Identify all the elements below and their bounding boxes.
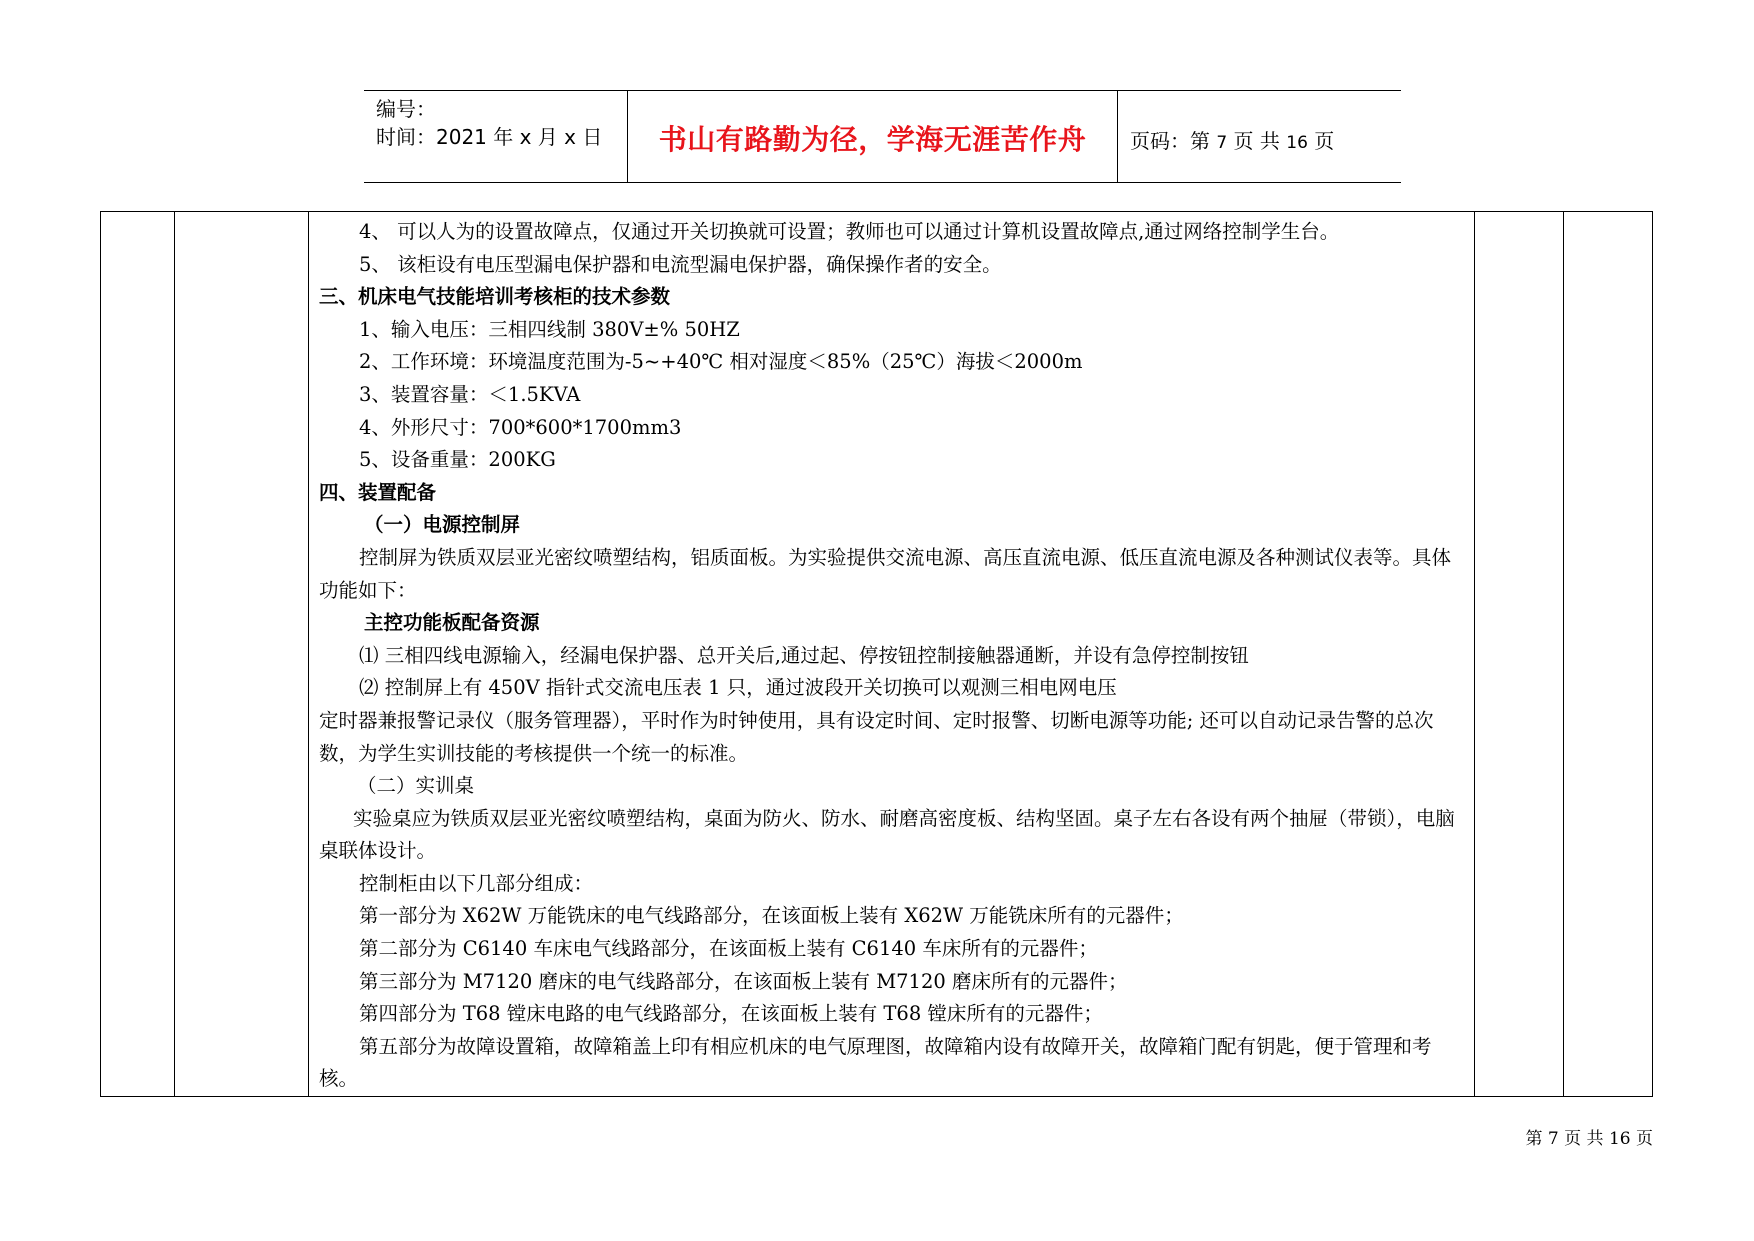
paragraph-line: 4、 可以人为的设置故障点，仅通过开关切换就可设置；教师也可以通过计算机设置故障点,通过网络控制学生台。 (359, 220, 1340, 243)
page-suffix: 页 (1307, 129, 1335, 153)
table-divider (1474, 212, 1475, 1096)
header-motto: 书山有路勤为径，学海无涯苦作舟 (658, 122, 1087, 156)
page-middle: 页 共 (1227, 129, 1287, 153)
paragraph-line: 1、输入电压：三相四线制 380V±% 50HZ (359, 317, 740, 341)
paragraph-line: 3、装置容量：＜1.5KVA (359, 382, 581, 406)
table-divider (1563, 212, 1564, 1096)
page-header (364, 90, 1401, 183)
section-heading: 三、机床电气技能培训考核柜的技术参数 (319, 285, 671, 309)
paragraph-line: 第五部分为故障设置箱，故障箱盖上印有相应机床的电气原理图，故障箱内设有故障开关，故障箱门配有钥匙，便于管理和考核。 (319, 1034, 1432, 1091)
content-cell (309, 212, 1474, 1096)
paragraph-line: 第一部分为 X62W 万能铣床的电气线路部分，在该面板上装有 X62W 万能铣床所有的元器件； (359, 904, 1184, 928)
document-number-label: 编号： (376, 97, 436, 121)
section-heading: 四、装置配备 (319, 480, 437, 504)
header-motto-cell (628, 91, 1118, 182)
paragraph-line: ⑵ 控制屏上有 450V 指针式交流电压表 1 只，通过波段开关切换可以观测三相电网电压 (359, 676, 1117, 700)
paragraph-line: 5、设备重量：200KG (359, 448, 556, 472)
page-footer: 第 7 页 共 16 页 (1525, 1129, 1653, 1149)
page-prefix: 页码：第 (1130, 129, 1217, 153)
paragraph-line: 控制屏为铁质双层亚光密纹喷塑结构，铝质面板。为实验提供交流电源、高压直流电源、低压直流电源及各种测试仪表等。具体功能如下： (319, 545, 1452, 602)
paragraph-line: 控制柜由以下几部分组成： (359, 871, 594, 895)
document-time-label: 时间：2021 年 x 月 x 日 (376, 125, 603, 149)
paragraph-line: 第四部分为 T68 镗床电路的电气线路部分，在该面板上装有 T68 镗床所有的元器件； (359, 1002, 1103, 1026)
header-meta-cell (364, 91, 628, 182)
paragraph-line: 4、外形尺寸：700*600*1700mm3 (359, 415, 682, 439)
header-page-cell (1118, 91, 1401, 182)
subsection-heading: （二）实训桌 (357, 774, 475, 798)
subsection-heading: （一）电源控制屏 (364, 513, 521, 537)
main-table (100, 211, 1653, 1097)
page-current: 7 (1216, 133, 1228, 153)
paragraph-line: 2、工作环境：环境温度范围为-5~+40℃ 相对湿度＜85%（25℃）海拔＜2000m (359, 350, 1083, 374)
paragraph-line: 5、 该柜设有电压型漏电保护器和电流型漏电保护器，确保操作者的安全。 (359, 252, 1002, 276)
paragraph-line: 定时器兼报警记录仪（服务管理器），平时作为时钟使用，具有设定时间、定时报警、切断电源等功能; 还可以自动记录告警的总次数，为学生实训技能的考核提供一个统一的标准。 (319, 708, 1434, 765)
header-page-number (1130, 125, 1334, 154)
paragraph-line: ⑴ 三相四线电源输入，经漏电保护器、总开关后,通过起、停按钮控制接触器通断，并设有急停控制按钮 (359, 643, 1249, 667)
paragraph-line: 第二部分为 C6140 车床电气线路部分，在该面板上装有 C6140 车床所有的元器件； (359, 937, 1098, 961)
paragraph-line: 第三部分为 M7120 磨床的电气线路部分，在该面板上装有 M7120 磨床所有的元器件； (359, 969, 1128, 993)
page-total: 16 (1286, 133, 1308, 153)
paragraph-line: 实验桌应为铁质双层亚光密纹喷塑结构，桌面为防火、防水、耐磨高密度板、结构坚固。桌子左右各设有两个抽屉（带锁），电脑桌联体设计。 (319, 806, 1455, 863)
table-divider (174, 212, 175, 1096)
subsection-heading: 主控功能板配备资源 (364, 611, 540, 635)
